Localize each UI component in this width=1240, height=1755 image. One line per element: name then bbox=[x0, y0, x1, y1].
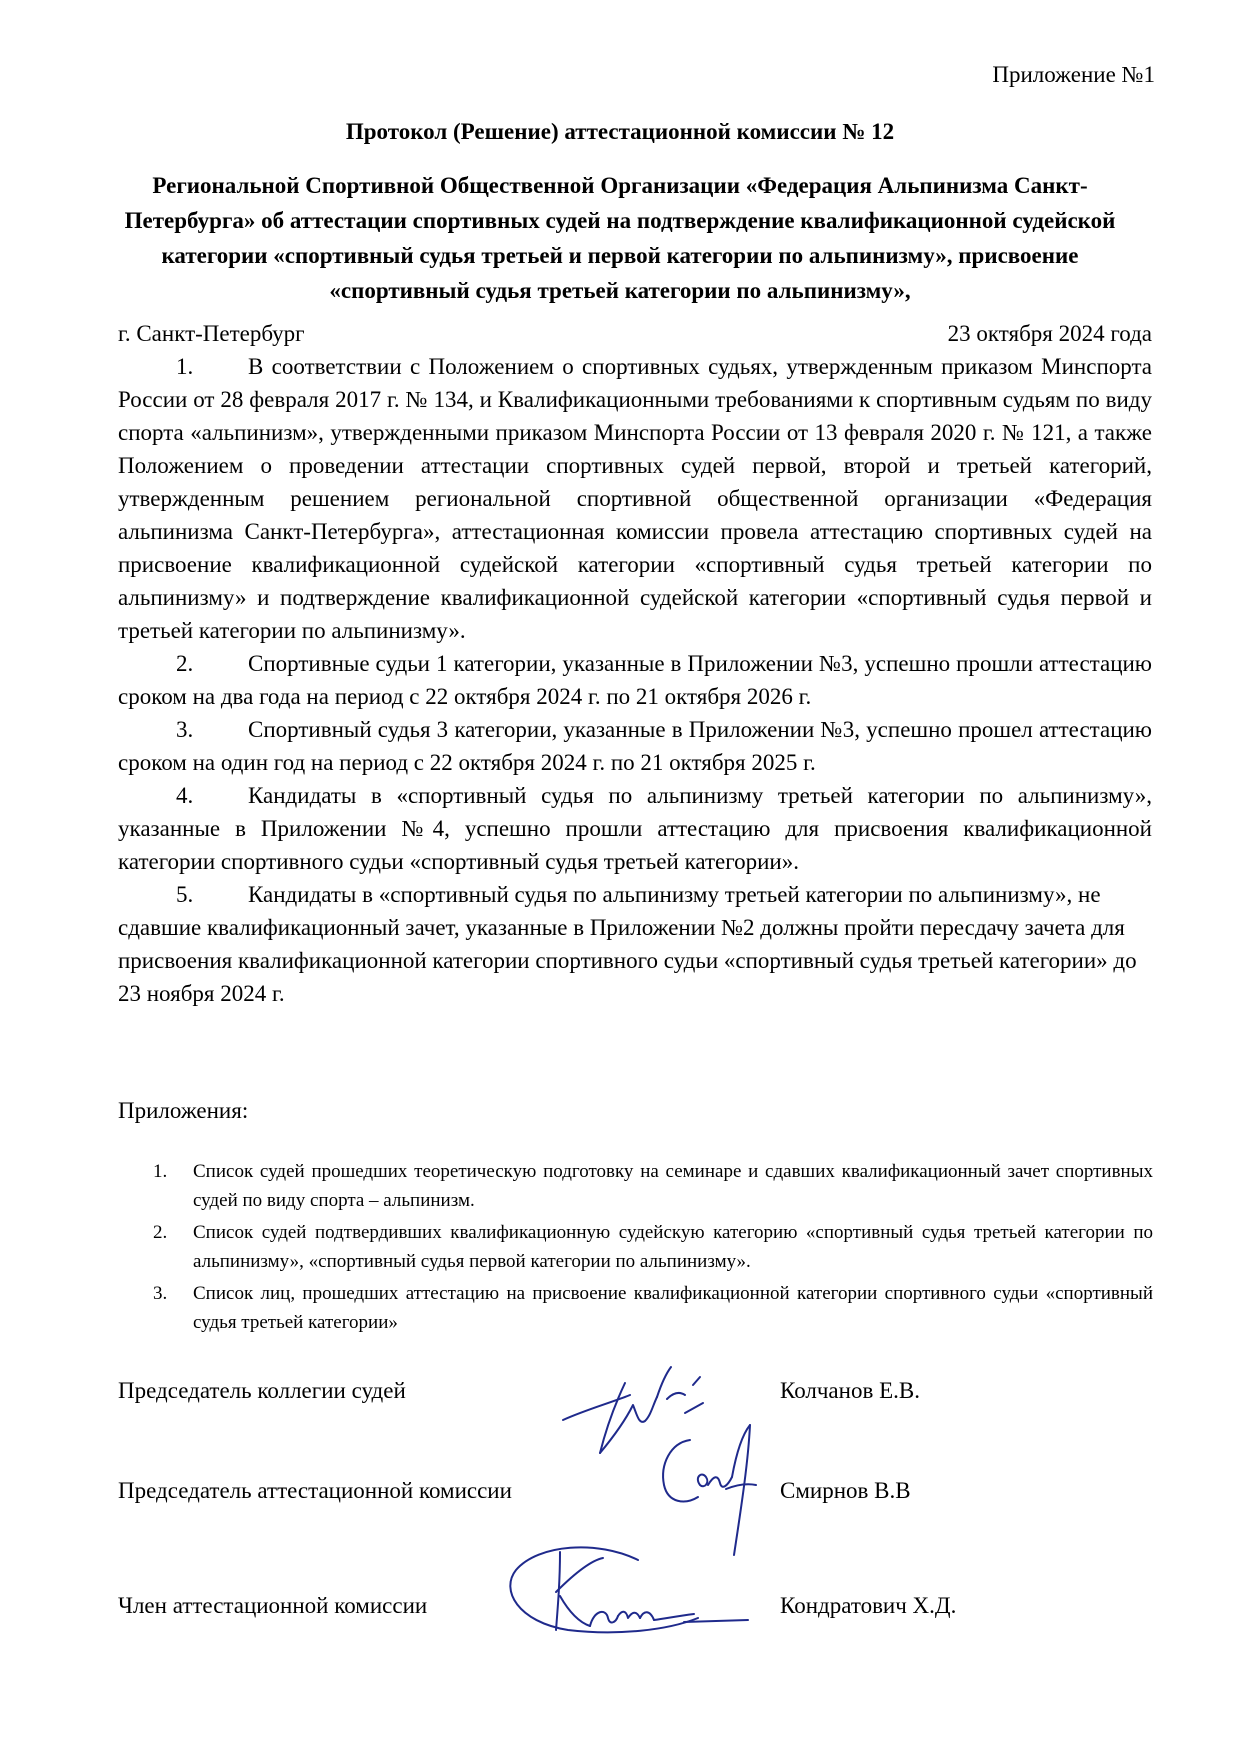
paragraph-4 bbox=[118, 779, 1152, 878]
document-body bbox=[118, 350, 1152, 1010]
attachment-text: Список лиц, прошедших аттестацию на присвоение квалификационной категории спортивного судьи «спортивный судья третьей категории» bbox=[193, 1283, 1153, 1333]
attachments-list bbox=[153, 1157, 1153, 1340]
attachment-text: Список судей подтвердивших квалификационную судейскую категорию «спортивный судья третьей категории по альпинизму», «спортивный судья первой категории по альпинизму». bbox=[193, 1222, 1153, 1272]
signature-name-2: Смирнов В.В bbox=[780, 1478, 911, 1503]
paragraph-number: 5. bbox=[176, 882, 194, 907]
place: г. Санкт-Петербург bbox=[118, 321, 305, 346]
signature-image-3 bbox=[498, 1530, 758, 1650]
paragraph-number: 2. bbox=[176, 651, 194, 676]
signature-role-2: Председатель аттестационной комиссии bbox=[118, 1478, 512, 1503]
attachment-number: 1. bbox=[153, 1161, 168, 1182]
paragraph-text: В соответствии с Положением о спортивных судьях, утвержденным приказом Минспорта России от 28 февраля 2017 г. № 134, и Квалификационными требованиями к спортивным судьям по виду спорта «альпинизм», утвержденными приказом Минспорта России от 13 февраля 2020 г. № 121, а также Положением о проведении аттестации спортивных судей первой, второй и третьей категорий, утвержденным решением региональной спортивной общественной организации «Федерация альпинизма Санкт-Петербурга», аттестационная комиссии провела аттестацию спортивных судей на присвоение квалификационной судейской категории «спортивный судья третьей категории по альпинизму» и подтверждение квалификационной судейской категории «спортивный судья первой и третьей категории по альпинизму». bbox=[118, 354, 1152, 643]
attachment-item bbox=[153, 1157, 1153, 1215]
date: 23 октября 2024 года bbox=[947, 321, 1152, 346]
attachment-item bbox=[153, 1218, 1153, 1276]
paragraph-text: Кандидаты в «спортивный судья по альпинизму третьей категории по альпинизму», не сдавшие квалификационный зачет, указанные в Приложении №2 должны пройти пересдачу зачета для присвоения квалификационной категории спортивного судьи «спортивный судья третьей категории» до 23 ноября 2024 г. bbox=[118, 882, 1137, 1006]
signature-role-1: Председатель коллегии судей bbox=[118, 1378, 406, 1403]
attachment-item bbox=[153, 1279, 1153, 1337]
attachment-number: 3. bbox=[153, 1283, 168, 1304]
attachments-heading: Приложения: bbox=[118, 1098, 249, 1123]
signature-name-1: Колчанов Е.В. bbox=[780, 1378, 920, 1403]
paragraph-5 bbox=[118, 878, 1152, 1010]
paragraph-3 bbox=[118, 713, 1152, 779]
document-subtitle: Региональной Спортивной Общественной Организации «Федерация Альпинизма Санкт-Петербурга» об аттестации спортивных судей на подтверждение квалификационной судейской категории «спортивный судья третьей и первой категории по альпинизму», присвоение «спортивный судья третьей категории по альпинизму», bbox=[124, 173, 1116, 303]
paragraph-number: 3. bbox=[176, 717, 194, 742]
place-date-row bbox=[118, 318, 1152, 350]
paragraph-1 bbox=[118, 350, 1152, 647]
attachment-text: Список судей прошедших теоретическую подготовку на семинаре и сдавших квалификационный зачет спортивных судей по виду спорта – альпинизм. bbox=[193, 1161, 1153, 1211]
appendix-label: Приложение №1 bbox=[992, 62, 1155, 87]
paragraph-2 bbox=[118, 647, 1152, 713]
paragraph-text: Кандидаты в «спортивный судья по альпинизму третьей категории по альпинизму», указанные в Приложении №4, успешно прошли аттестацию для присвоения квалификационной категории спортивного судьи «спортивный судья третьей категории». bbox=[118, 783, 1152, 874]
paragraph-text: Спортивные судьи 1 категории, указанные в Приложении №3, успешно прошли аттестацию сроком на два года на период с 22 октября 2024 г. по 21 октября 2026 г. bbox=[118, 651, 1152, 709]
paragraph-number: 1. bbox=[176, 354, 194, 379]
paragraph-text: Спортивный судья 3 категории, указанные в Приложении №3, успешно прошел аттестацию сроком на один год на период с 22 октября 2024 г. по 21 октября 2025 г. bbox=[118, 717, 1152, 775]
signature-role-3: Член аттестационной комиссии bbox=[118, 1593, 428, 1618]
paragraph-number: 4. bbox=[176, 783, 194, 808]
document-title: Протокол (Решение) аттестационной комиссии № 12 bbox=[345, 119, 895, 144]
attachment-number: 2. bbox=[153, 1222, 168, 1243]
signature-name-3: Кондратович Х.Д. bbox=[780, 1593, 957, 1618]
